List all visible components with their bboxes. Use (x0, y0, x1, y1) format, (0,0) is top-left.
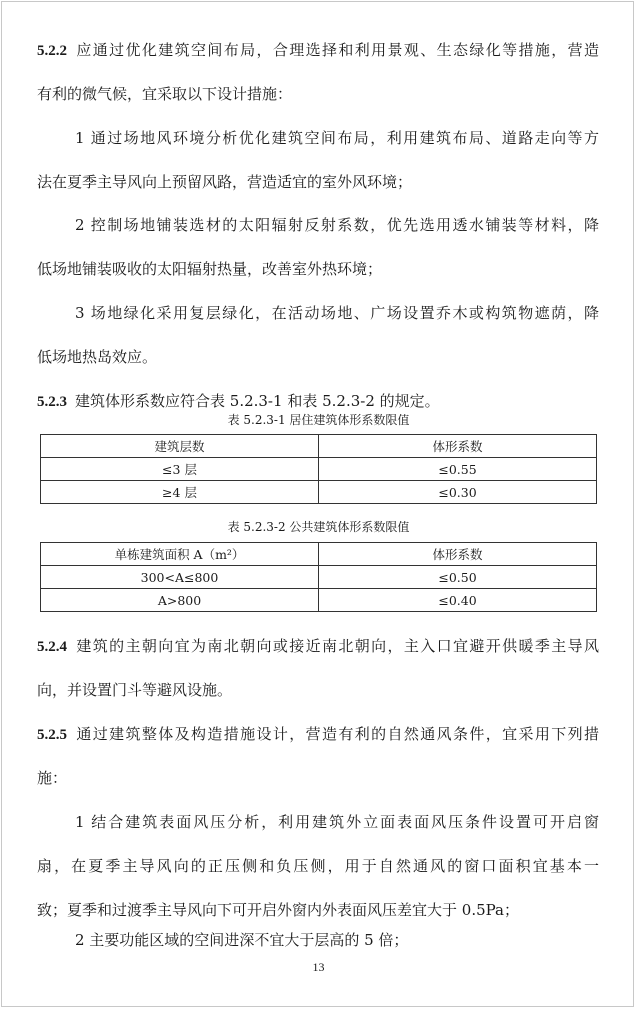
table-row (41, 458, 597, 481)
table-cell: ≤3 层 (41, 458, 319, 481)
item-1-line-3: 致；夏季和过渡季主导风向下可开启外窗内外表面风压差宜大于 0.5Pa； (37, 901, 519, 919)
clause-number: 5.2.3 (37, 394, 67, 410)
table-1-caption: 表 5.2.3-1 居住建筑体形系数限值 (227, 413, 410, 427)
table-cell: ≤0.55 (319, 458, 597, 481)
clause-5-2-4-line-1 (37, 628, 599, 665)
table-header-cell: 体形系数 (319, 435, 597, 458)
table-header-row (41, 543, 597, 566)
table-cell: ≤0.50 (319, 566, 597, 589)
table-row (41, 566, 597, 589)
clause-text: 建筑的主朝向宜为南北朝向或接近南北朝向，主入口宜避开供暖季主导风 (75, 637, 599, 655)
table-cell: A>800 (41, 589, 319, 612)
table-cell: ≤0.30 (319, 481, 597, 504)
table-row (41, 481, 597, 504)
item-3-line-1: 3 场地绿化采用复层绿化，在活动场地、广场设置乔木或构筑物遮荫，降 (75, 304, 599, 322)
clause-text: 应通过优化建筑空间布局，合理选择和利用景观、生态绿化等措施，营造 (75, 41, 599, 59)
item-2-line-2: 低场地铺装吸收的太阳辐射热量，改善室外热环境； (37, 260, 383, 278)
item-1-line-2: 扇，在夏季主导风向的正压侧和负压侧，用于自然通风的窗口面积宜基本一 (37, 857, 599, 875)
clause-number: 5.2.4 (37, 639, 67, 655)
table-header-row (41, 435, 597, 458)
item-3-line-2: 低场地热岛效应。 (37, 348, 158, 366)
page-number: 13 (312, 960, 325, 974)
clause-number: 5.2.5 (37, 727, 67, 743)
table-2-caption: 表 5.2.3-2 公共建筑体形系数限值 (227, 520, 410, 534)
clause-5-2-5-line-1 (37, 716, 599, 753)
table-header-cell: 建筑层数 (41, 435, 319, 458)
table-cell: ≤0.40 (319, 589, 597, 612)
table-header-cell: 体形系数 (319, 543, 597, 566)
clause-5-2-2-line-2: 有利的微气候，宜采取以下设计措施： (37, 85, 293, 103)
clause-5-2-4-line-2: 向，并设置门斗等避风设施。 (37, 681, 233, 699)
clause-text: 建筑体形系数应符合表 5.2.3-1 和表 5.2.3-2 的规定。 (75, 392, 440, 410)
table-header-cell: 单栋建筑面积 A（m²） (41, 543, 319, 566)
table-row (41, 589, 597, 612)
table-2 (40, 542, 597, 612)
item-1-line-1: 1 通过场地风环境分析优化建筑空间布局，利用建筑布局、道路走向等方 (75, 129, 599, 147)
item-1-line-1: 1 结合建筑表面风压分析，利用建筑外立面表面风压条件设置可开启窗 (75, 813, 599, 831)
clause-number: 5.2.2 (37, 43, 67, 59)
clause-5-2-5-line-2: 施： (37, 769, 68, 787)
table-cell: 300<A≤800 (41, 566, 319, 589)
item-2-line-1: 2 控制场地铺装选材的太阳辐射反射系数，优先选用透水铺装等材料，降 (75, 216, 599, 234)
clause-text: 通过建筑整体及构造措施设计，营造有利的自然通风条件，宜采用下列措 (75, 725, 599, 743)
table-1 (40, 434, 597, 504)
item-2-line-1: 2 主要功能区域的空间进深不宜大于层高的 5 倍； (75, 931, 409, 949)
item-1-line-2: 法在夏季主导风向上预留风路，营造适宜的室外风环境； (37, 173, 413, 191)
clause-5-2-2-line-1 (37, 32, 599, 69)
table-cell: ≥4 层 (41, 481, 319, 504)
